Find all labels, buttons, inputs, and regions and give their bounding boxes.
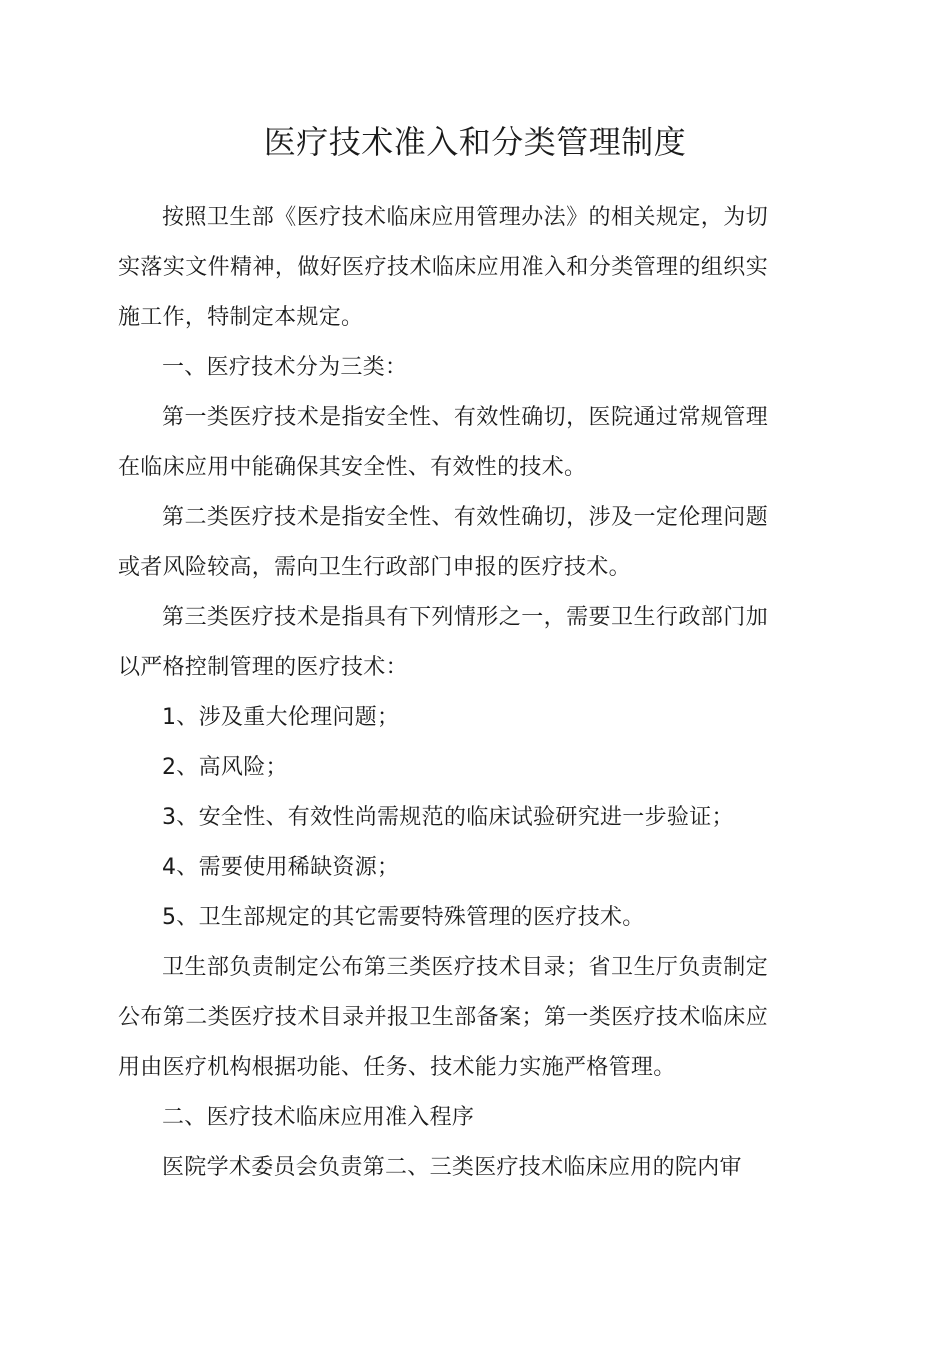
list-item-3: 3、安全性、有效性尚需规范的临床试验研究进一步验证； <box>162 805 734 830</box>
paragraph-class-2: 第二类医疗技术是指安全性、有效性确切，涉及一定伦理问题或者风险较高，需向卫生行政部门申报的医疗技术。 <box>118 505 768 580</box>
list-item-1: 1、涉及重大伦理问题； <box>162 705 400 730</box>
list-item-2: 2、高风险； <box>162 755 288 780</box>
list-item-4: 4、需要使用稀缺资源； <box>162 855 400 880</box>
paragraph-class-3: 第三类医疗技术是指具有下列情形之一，需要卫生行政部门加以严格控制管理的医疗技术： <box>118 605 768 680</box>
paragraph-class-1: 第一类医疗技术是指安全性、有效性确切，医院通过常规管理在临床应用中能确保其安全性、有效性的技术。 <box>118 405 768 480</box>
document-body <box>118 193 768 1193</box>
section-heading-1: 一、医疗技术分为三类： <box>162 355 408 380</box>
section-heading-2: 二、医疗技术临床应用准入程序 <box>162 1105 475 1130</box>
paragraph-intro: 按照卫生部《医疗技术临床应用管理办法》的相关规定，为切实落实文件精神，做好医疗技术临床应用准入和分类管理的组织实施工作，特制定本规定。 <box>118 205 768 330</box>
paragraph-responsibility: 卫生部负责制定公布第三类医疗技术目录；省卫生厅负责制定公布第二类医疗技术目录并报卫生部备案；第一类医疗技术临床应用由医疗机构根据功能、任务、技术能力实施严格管理。 <box>118 955 768 1080</box>
paragraph-committee: 医院学术委员会负责第二、三类医疗技术临床应用的院内审 <box>162 1155 742 1180</box>
list-item-5: 5、卫生部规定的其它需要特殊管理的医疗技术。 <box>162 905 645 930</box>
document-title: 医疗技术准入和分类管理制度 <box>263 123 687 161</box>
